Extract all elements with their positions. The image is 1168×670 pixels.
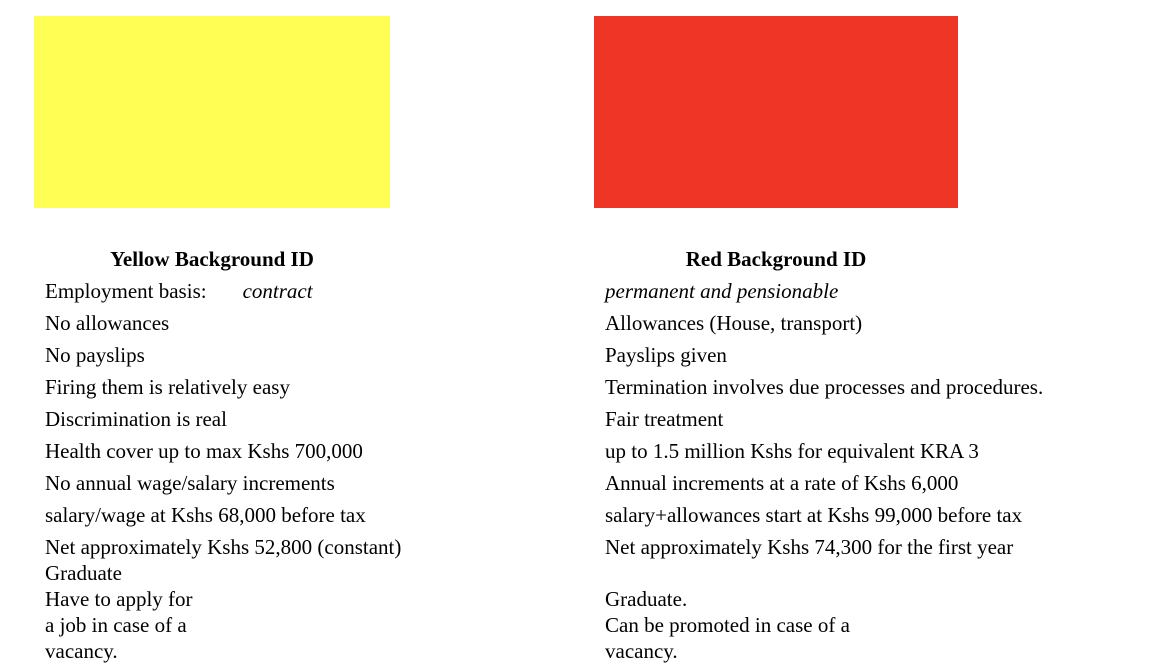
yellow-item: Health cover up to max Kshs 700,000 [45,439,363,463]
red-item: Termination involves due processes and procedures. [605,375,1044,399]
red-id-details [605,278,1043,664]
yellow-item: Discrimination is real [45,407,227,431]
yellow-graduate: Graduate [45,561,122,585]
employment-basis-label: Employment basis: [45,279,207,303]
yellow-promotion-line: a job in case of a [45,613,187,637]
blank-line [605,560,1043,586]
yellow-item: No allowances [45,311,170,335]
yellow-item: salary/wage at Kshs 68,000 before tax [45,503,366,527]
employment-basis-row [45,278,401,310]
employment-basis-value: contract [242,279,313,303]
red-item: Allowances (House, transport) [605,311,863,335]
red-item: Fair treatment [605,407,724,431]
red-background-swatch [594,16,958,208]
employment-basis-value-red: permanent and pensionable [605,279,839,303]
yellow-background-swatch [34,16,390,208]
red-item: up to 1.5 million Kshs for equivalent KRA 3 [605,439,979,463]
red-graduate: Graduate. [605,587,688,611]
red-item: Annual increments at a rate of Kshs 6,000 [605,471,959,495]
yellow-item: No annual wage/salary increments [45,471,335,495]
red-item: Net approximately Kshs 74,300 for the first year [605,535,1014,559]
yellow-item: Firing them is relatively easy [45,375,290,399]
yellow-promotion-line: Have to apply for [45,587,193,611]
yellow-promotion-line: vacancy. [45,639,118,663]
red-item: salary+allowances start at Kshs 99,000 before tax [605,503,1023,527]
red-promotion-line: vacancy. [605,639,678,663]
red-id-heading: Red Background ID [685,247,867,271]
yellow-id-heading: Yellow Background ID [110,247,314,271]
red-promotion-line: Can be promoted in case of a [605,613,850,637]
yellow-item: No payslips [45,343,145,367]
yellow-id-details [45,278,401,664]
yellow-item: Net approximately Kshs 52,800 (constant) [45,535,402,559]
red-item: Payslips given [605,343,727,367]
